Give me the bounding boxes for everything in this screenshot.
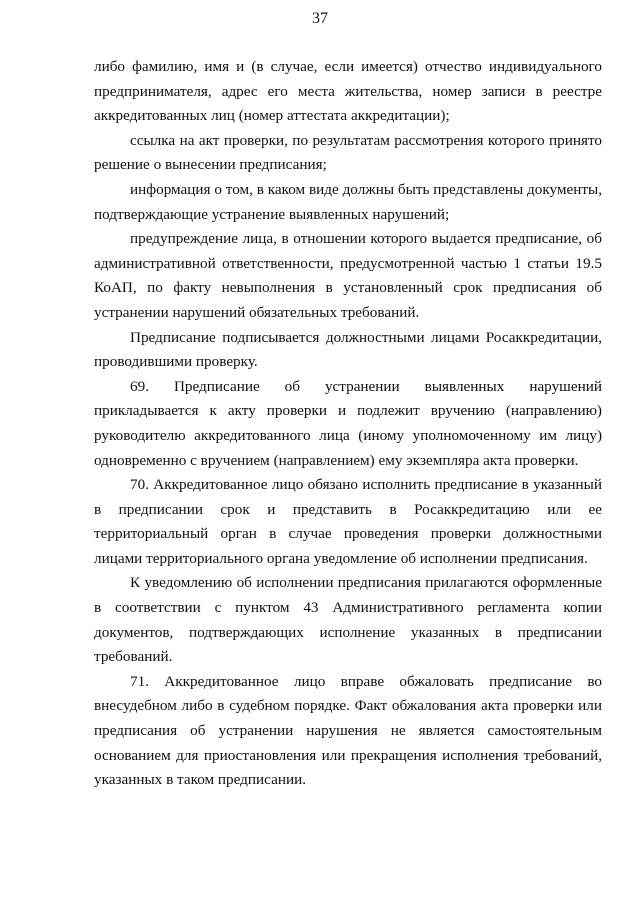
document-body: [94, 55, 602, 793]
paragraph-continuation: либо фамилию, имя и (в случае, если имеется) отчество индивидуального предпринимателя, адрес его места жительства, номер записи в реестре аккредитованных лиц (номер аттестата аккредитации);: [94, 58, 602, 125]
paragraph-71: 71. Аккредитованное лицо вправе обжаловать предписание во внесудебном либо в судебном порядке. Факт обжалования акта проверки или предписания об устранении нарушения не является самостоятельным основанием для приостановления или прекращения исполнения требований, указанных в таком предписании.: [94, 672, 602, 789]
paragraph-signature: Предписание подписывается должностными лицами Росаккредитации, проводившими проверку.: [94, 328, 602, 371]
paragraph-warning: предупреждение лица, в отношении которого выдается предписание, об административной ответственности, предусмотренной частью 1 статьи 19.5 КоАП, по факту невыполнения в установленный срок предписания об устранении нарушений обязательных требований.: [94, 230, 602, 321]
paragraph-documents-info: информация о том, в каком виде должны быть представлены документы, подтверждающие устранение выявленных нарушений;: [94, 180, 602, 223]
paragraph-act-reference: ссылка на акт проверки, по результатам рассмотрения которого принято решение о вынесении предписания;: [94, 131, 602, 174]
paragraph-70: 70. Аккредитованное лицо обязано исполнить предписание в указанный в предписании срок и представить в Росаккредитацию или ее территориальный орган в случае проведения проверки должностными лицами территориального органа уведомление об исполнении предписания.: [94, 476, 602, 567]
page-number: 37: [312, 10, 328, 27]
paragraph-69: 69. Предписание об устранении выявленных нарушений прикладывается к акту проверки и подлежит вручению (направлению) руководителю аккредитованного лица (иному уполномоченному им лицу) одновременно с вручением (направлением) ему экземпляра акта проверки.: [94, 377, 602, 469]
paragraph-notification-attachments: К уведомлению об исполнении предписания прилагаются оформленные в соответствии с пунктом 43 Административного регламента копии документов, подтверждающих исполнение указанных в предписании требований.: [94, 574, 602, 666]
